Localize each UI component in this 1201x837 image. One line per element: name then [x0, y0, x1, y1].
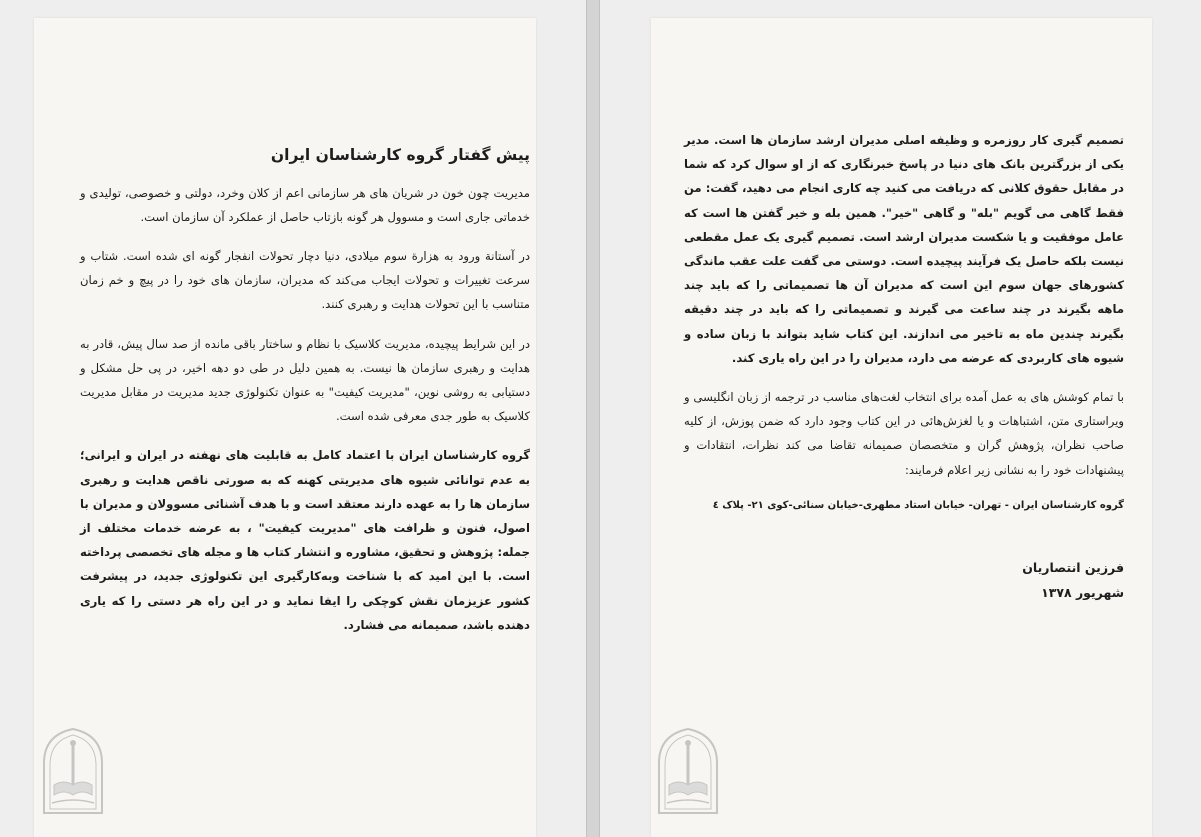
- library-seal-icon: [651, 723, 725, 819]
- paragraph: در آستانة ورود به هزارة سوم میلادی، دنیا دچار تحولات انفجار گونه ای شده است. شتاب و سرعت تغییرات و تحولات ایجاب می‌کند که مدیران، سازمان های خود را در پیچ و خم زمان متناسب با این تحولات هدایت و رهبری کنند.: [80, 249, 530, 312]
- page-left-content: [80, 146, 530, 652]
- address-line: گروه کارشناسان ایران - تهران- خیابان استاد مطهری-خیابان سنائی-کوی ۲۱- پلاک ٤: [712, 499, 1124, 511]
- paragraph: با تمام کوشش های به عمل آمده برای انتخاب لغت‌های مناسب در ترجمه از زبان انگلیسی و ویراستاری متن، اشتباهات و یا لغزش‌هائی در این کتاب وجود دارد که ضمن پوزش، از کلیه صاحب نظران، پژوهش گران و متخصصان صمیمانه تقاضا می کند نظرات، انتقادات و پیشنهادات خود را به نشانی زیر اعلام فرمایند:: [684, 390, 1124, 477]
- paragraph: تصمیم گیری کار روزمره و وظیفه اصلی مدیران ارشد سازمان ها است. مدیر یکی از بزرگترین بانک های دنیا در پاسخ خبرنگاری که از او سوال کرد که شما در مقابل حقوق کلانی که دریافت می کنید چه کاری انجام می دهید، گفت: من فقط گاهی می گویم "بله" و گاهی "خیر". همین بله و خیر گفتن ها است که عامل موفقیت و یا شکست مدیران ارشد است. تصمیم گیری یک عمل مقطعی نیست بلکه حاصل یک فرآیند پیچیده است. دوستی می گفت علت عقب ماندگی کشورهای جهان سوم این است که مدیران آن ها تصمیماتی را که باید چند ماهه بگیرند در چند ساعت می گیرند و تصمیماتی را که باید در چند دقیقه بگیرند چندین ماه به تاخیر می اندازند. این کتاب شاید بتواند با زبان ساده و شیوه های کاربردی که عرضه می دارد، مدیران را در این راه یاری کند.: [684, 133, 1124, 365]
- library-seal-icon: [36, 723, 110, 819]
- page-title: پیش گفتار گروه کارشناسان ایران: [270, 146, 530, 164]
- page-right: [651, 18, 1152, 837]
- paragraph: مدیریت چون خون در شریان های هر سازمانی اعم از کلان وخرد، دولتی و خصوصی، تولیدی و خدماتی جاری است و مسوول هر گونه بازتاب حاصل از عملکرد آن سازمان است.: [80, 186, 530, 224]
- page-divider: [586, 0, 600, 837]
- page-left: [34, 18, 536, 837]
- page-right-content: [684, 128, 1124, 605]
- signature-name: فرزین انتصاریان: [1022, 559, 1124, 575]
- paragraph: گروه کارشناسان ایران با اعتماد کامل به قابلیت های نهفته در ایران و ایرانی؛ به عدم توانائی شیوه های مدیریتی کهنه که به صورتی ناقص هدایت و رهبری سازمان ها را به عهده دارند معتقد است و با هدف آشنائی مسوولان و مدیران با اصول، فنون و ظرافت های "مدیریت کیفیت" ، به عرضه خدمات مختلف از جمله: پژوهش و تحقیق، مشاوره و انتشار کتاب ها و مجله های تخصصی پرداخته است. با این امید که با شناخت وبه‌کارگیری این تکنولوژی جدید، در پیشرفت کشور عزیزمان نقش کوچکی را ایفا نماید و در این راه هر دستی را که یاری دهنده باشد، صمیمانه می فشارد.: [80, 448, 530, 632]
- signature-date: شهریور ۱۳۷۸: [1041, 584, 1124, 600]
- paragraph: در این شرایط پیچیده، مدیریت کلاسیک با نظام و ساختار باقی مانده از صد سال پیش، قادر به هدایت و رهبری سازمان ها نیست. به همین دلیل در طی دو دهه اخیر، در پی حل مشکل و دستیابی به روشی نوین، "مدیریت کیفیت" به عنوان تکنولوژی جدید مدیریت در مقابل مدیریت کلاسیک به طور جدی معرفی شده است.: [80, 336, 530, 424]
- signature-block: [684, 555, 1124, 605]
